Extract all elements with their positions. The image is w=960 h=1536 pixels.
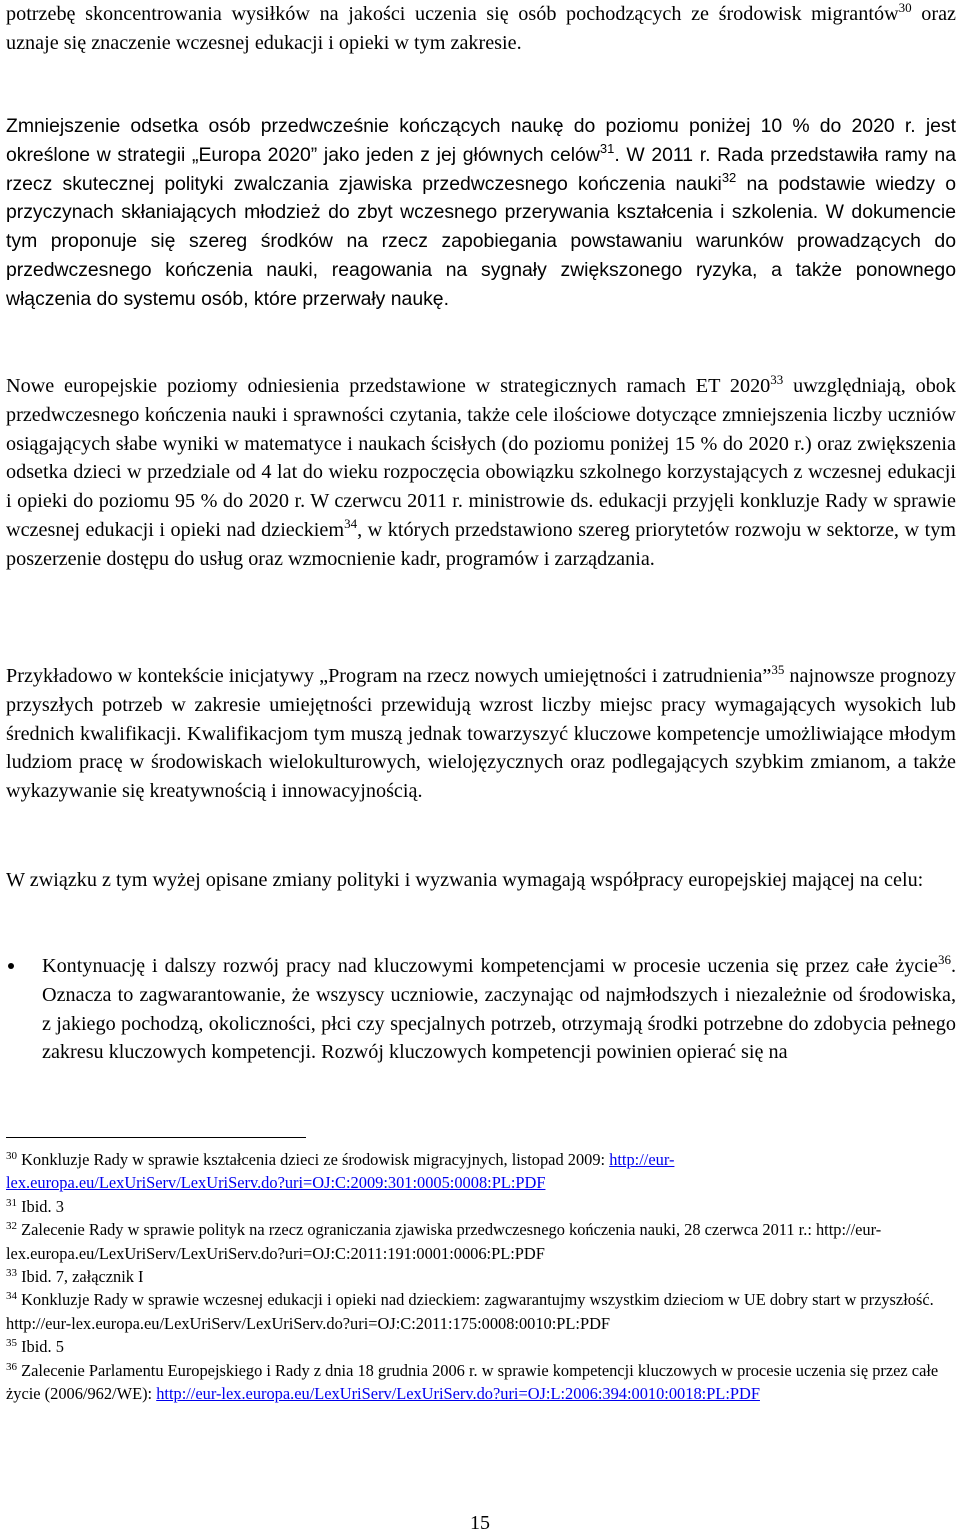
paragraph-et2020 [6, 372, 956, 574]
footnote-link[interactable]: http://eur-lex.europa.eu/LexUriServ/LexUriServ.do?uri=OJ:L:2006:394:0010:0018:PL:PDF [156, 1384, 760, 1404]
paragraph-text: na podstawie wiedzy o przyczynach skłaniających młodzież do zbyt wczesnego przerywania kształcenia i szkolenia. W dokumencie tym proponuje się szereg środków na rzecz zapobiegania powstawaniu warunków prowadzących do przedwczesnego kończenia nauki, reagowania na sygnały zwiększonego ryzyka, a także ponownego włączenia do systemu osób, które przerwały naukę. [6, 172, 956, 310]
paragraph-text: Zmniejszenie odsetka osób przedwcześnie kończących naukę do poziomu poniżej 10 % do 2020 r. jest określone w strategii „Europa 2020” jako jeden z jej głównych celów [6, 115, 956, 166]
paragraph-text: potrzebę skoncentrowania wysiłków na jakości uczenia się osób pochodzących ze środowisk migrantów [6, 3, 899, 25]
footnote-number: 35 [6, 1337, 17, 1350]
footnote-number: 33 [6, 1267, 17, 1280]
footnote-number: 32 [6, 1220, 17, 1233]
paragraph-new-skills [6, 662, 956, 806]
footnote-32 [6, 1218, 946, 1265]
bullet-icon [8, 963, 14, 969]
footnote-ref-36[interactable]: 36 [937, 952, 951, 967]
paragraph-text: W związku z tym wyżej opisane zmiany polityki i wyzwania wymagają współpracy europejskiej mającej na celu: [6, 869, 924, 891]
footnote-ref-34[interactable]: 34 [344, 515, 358, 531]
footnote-text: Konkluzje Rady w sprawie kształcenia dzieci ze środowisk migracyjnych, listopad 2009: [17, 1150, 610, 1169]
paragraph-text: Przykładowo w kontekście inicjatywy „Program na rzecz nowych umiejętności i zatrudnienia” [6, 665, 772, 687]
paragraph-text: oraz uznaje się znaczenie wczesnej edukacji i opieki w tym zakresie. [6, 3, 956, 54]
footnote-31 [6, 1195, 946, 1218]
footnote-ref-30[interactable]: 30 [898, 0, 912, 15]
paragraph-text: uwzględniają, obok przedwczesnego kończenia nauki i sprawności czytania, także cele ilościowe dotyczące zmniejszenia liczby uczniów osiągających słabe wyniki w matematyce i naukach ścisłych (do poziomu poniżej 15 % do 2020 r.) oraz zwiększenia odsetka dzieci w przedziale od 4 lat do wieku rozpoczęcia obowiązku szkolnego korzystających z wczesnej edukacji i opieki do poziomu 95 % do 2020 r. W czerwcu 2011 r. ministrowie ds. edukacji przyjęli konkluzje Rady w sprawie wczesnej edukacji i opieki nad dzieckiem [6, 375, 956, 541]
paragraph-migrants [6, 0, 956, 58]
footnotes [6, 1148, 946, 1405]
list-item [6, 952, 956, 1067]
footnote-34 [6, 1288, 946, 1335]
page-number: 15 [470, 1512, 490, 1534]
paragraph-text: Nowe europejskie poziomy odniesienia przedstawione w strategicznych ramach ET 2020 [6, 375, 771, 397]
footnote-text: Ibid. 3 [17, 1196, 64, 1216]
footnote-36 [6, 1359, 946, 1406]
footnote-35 [6, 1335, 946, 1358]
paragraph-text: najnowsze prognozy przyszłych potrzeb w zakresie umiejętności przewidują wzrost liczby miejsc pracy wymagających wysokich lub średnich kwalifikacji. Kwalifikacjom tym muszą jednak towarzyszyć kluczowe kompetencje umożliwiające młodym ludziom pracę w środowiskach wielokulturowych, wielojęzycznych oraz podlegających szybkim zmianom, a także wykazywanie się kreatywnością i innowacyjnością. [6, 665, 956, 803]
footnote-number: 30 [6, 1150, 17, 1162]
footnote-30 [6, 1148, 946, 1195]
footnote-ref-32[interactable]: 32 [721, 169, 737, 185]
footnote-number: 34 [6, 1290, 17, 1303]
footnote-ref-35[interactable]: 35 [771, 662, 785, 677]
footnote-link[interactable]: http://eur-lex.europa.eu/LexUriServ/LexUriServ.do?uri=OJ:C:2009:301:0005:0008:PL:PDF [6, 1150, 675, 1193]
list-item-text: . Oznacza to zagwarantowanie, że wszyscy uczniowie, zaczynając od najmłodszych i niezależnie od środowiska, z jakiego pochodzą, okoliczności, płci czy specjalnych potrzeb, otrzymają środki potrzebne do zdobycia pełnego zakresu kluczowych kompetencji. Rozwój kluczowych kompetencji powinien opierać się na [42, 955, 956, 1064]
footnote-text: Zalecenie Parlamentu Europejskiego i Rady z dnia 18 grudnia 2006 r. w sprawie kompetencji kluczowych w procesie uczenia się przez całe życie (2006/962/WE): [6, 1360, 939, 1404]
footnote-text: Konkluzje Rady w sprawie wczesnej edukacji i opieki nad dzieckiem: zagwarantujmy wszystkim dzieciom w UE dobry start w przyszłość. http://eur-lex.europa.eu/LexUriServ/LexUriServ.do?uri=OJ:C:2011:175:0008:0010:PL:PDF [6, 1290, 934, 1333]
paragraph-text: . W 2011 r. Rada przedstawiła ramy na rzecz skutecznej polityki zwalczania zjawiska przedwczesnego kończenia nauki [6, 143, 956, 195]
paragraph-text: , w których przedstawiono szereg priorytetów rozwoju w sektorze, w tym poszerzenie dostępu do usług oraz wzmocnienie kadr, programów i zarządzania. [6, 518, 956, 570]
list-item-text: Kontynuację i dalszy rozwój pracy nad kluczowymi kompetencjami w procesie uczenia się przez całe życie [42, 955, 938, 977]
footnote-text: Ibid. 7, załącznik I [17, 1267, 144, 1287]
footnote-ref-31[interactable]: 31 [599, 140, 615, 156]
footnote-ref-33[interactable]: 33 [770, 372, 784, 387]
footnote-number: 31 [6, 1196, 17, 1209]
paragraph-cooperation [6, 866, 923, 895]
bullet-list [6, 952, 956, 1067]
footnote-text: Ibid. 5 [17, 1337, 64, 1357]
footnote-separator [6, 1137, 306, 1138]
paragraph-early-leaving [6, 112, 956, 314]
footnote-33 [6, 1265, 946, 1288]
footnote-text: Zalecenie Rady w sprawie polityk na rzecz ograniczania zjawiska przedwczesnego kończenia nauki, 28 czerwca 2011 r.: http://eur-lex.europa.eu/LexUriServ/LexUriServ.do?uri=OJ:C:2011:191:0001:0006:PL:PDF [6, 1220, 882, 1263]
footnote-number: 36 [6, 1360, 17, 1373]
